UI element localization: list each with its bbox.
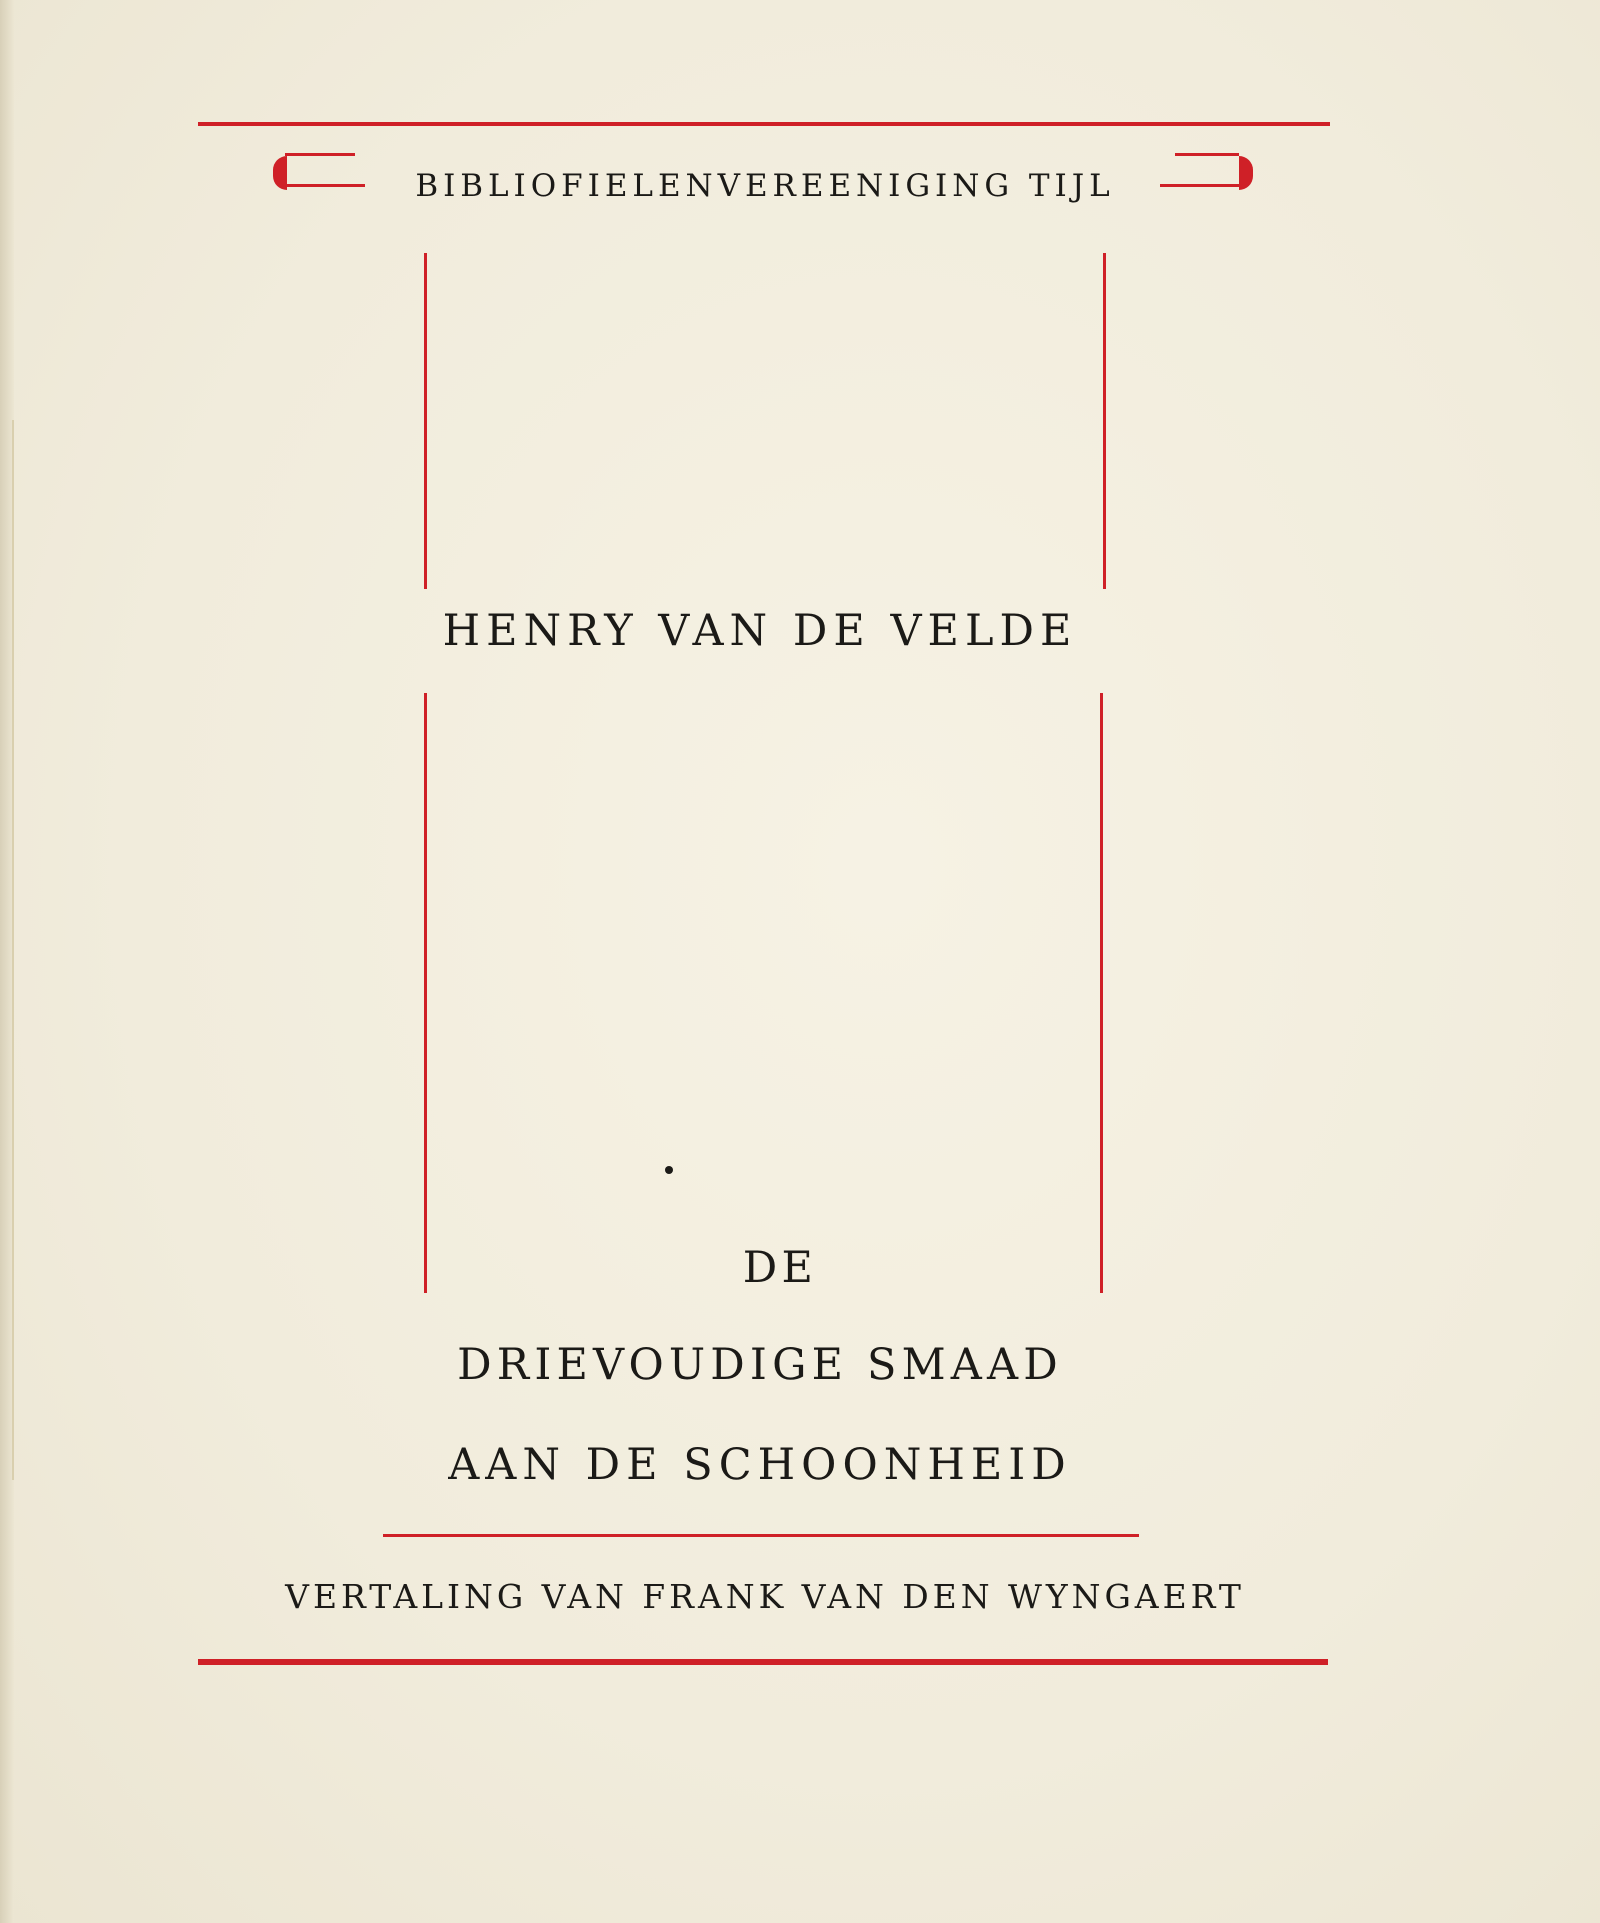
bottom-red-rule bbox=[198, 1659, 1328, 1665]
banner-right-top-rule bbox=[1175, 153, 1239, 156]
society-name: BIBLIOFIELENVEREENIGING TIJL bbox=[415, 168, 1115, 204]
frame-right-lower bbox=[1100, 693, 1103, 1293]
binding-fold bbox=[12, 420, 14, 1480]
printer-dot bbox=[665, 1166, 673, 1174]
banner-left-top-rule bbox=[285, 153, 355, 156]
top-red-rule bbox=[198, 122, 1330, 126]
author-name: HENRY VAN DE VELDE bbox=[442, 606, 1078, 656]
banner-left-rule bbox=[285, 184, 365, 187]
frame-left-lower bbox=[424, 693, 427, 1293]
banner-right-rule bbox=[1160, 184, 1240, 187]
frame-left-upper bbox=[424, 253, 427, 589]
title-line-3: AAN DE SCHOONHEID bbox=[448, 1440, 1072, 1490]
title-line-2: DRIEVOUDIGE SMAAD bbox=[457, 1340, 1063, 1390]
frame-right-upper bbox=[1103, 253, 1106, 589]
banner-right-cap bbox=[1239, 156, 1253, 190]
title-underline-rule bbox=[383, 1534, 1139, 1537]
title-line-1: DE bbox=[742, 1243, 818, 1293]
translator-credit: VERTALING VAN FRANK VAN DEN WYNGAERT bbox=[285, 1577, 1245, 1616]
